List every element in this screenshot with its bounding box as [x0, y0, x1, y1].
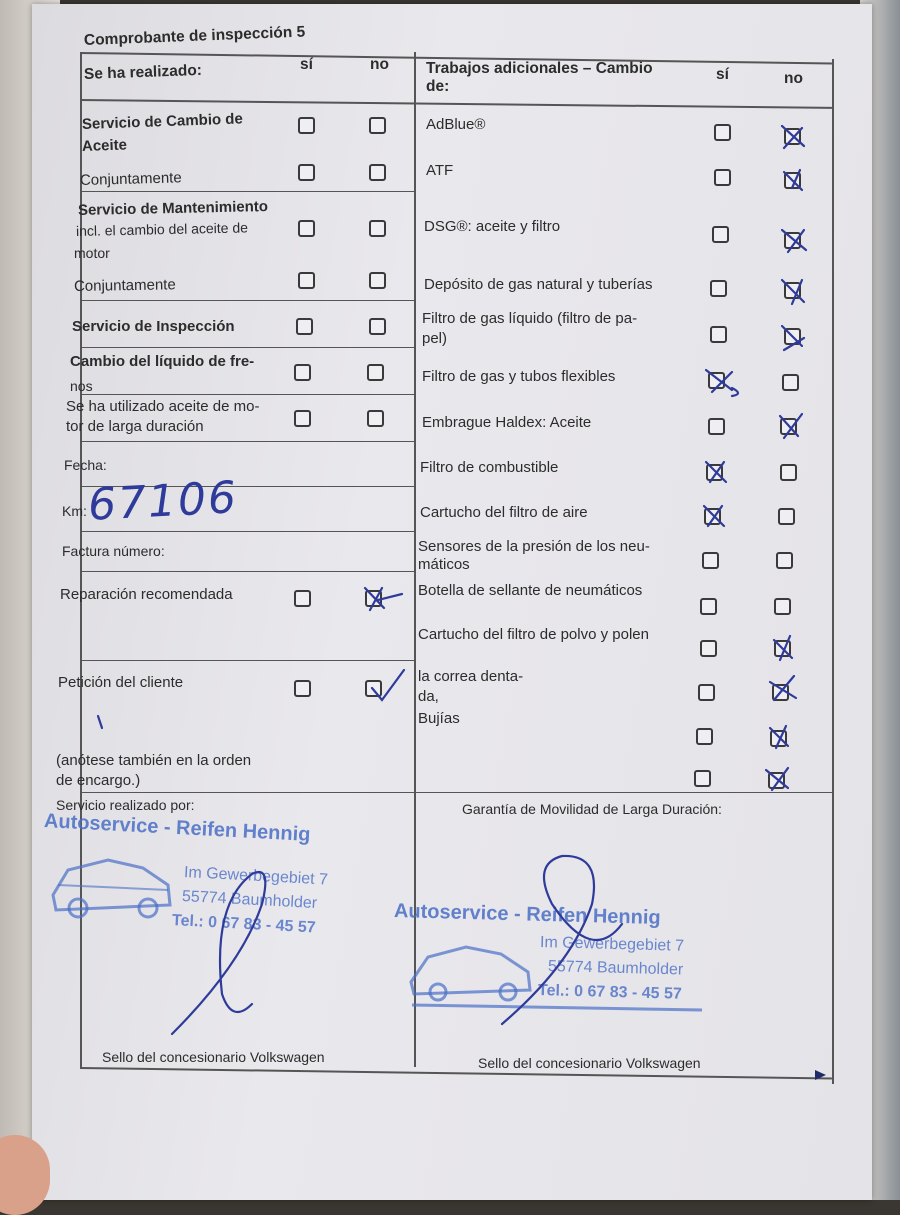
row-label: Sensores de la presión de los neu- — [418, 538, 650, 555]
row-label: AdBlue® — [426, 116, 486, 133]
row-label: tor de larga duración — [66, 418, 204, 435]
row-label: Bujías — [418, 710, 460, 727]
check-mark — [770, 676, 796, 700]
row-label: Cambio del líquido de fre- — [70, 353, 255, 370]
row-label: DSG®: aceite y filtro — [424, 218, 561, 235]
row-label: Conjuntamente — [73, 276, 176, 295]
check-mark — [784, 170, 802, 190]
row-label: Embrague Haldex: Aceite — [422, 414, 592, 431]
stamp-street: Im Gewerbegebiet 7 — [539, 934, 685, 955]
row-label: Filtro de gas líquido (filtro de pa- — [422, 310, 638, 327]
row-label: motor — [74, 245, 110, 261]
row-label: Cartucho del filtro de polvo y polen — [418, 626, 649, 643]
row-label: Depósito de gas natural y tuberías — [424, 276, 653, 293]
check-mark — [365, 588, 402, 610]
stamp-phone: Tel.: 0 67 83 - 45 57 — [537, 982, 682, 1003]
check-mark — [766, 768, 788, 790]
signature — [502, 856, 622, 1024]
row-label: da, — [418, 688, 439, 705]
stamp-city: 55774 Baumholder — [181, 888, 318, 913]
check-mark — [372, 670, 404, 700]
row-label: Servicio de Cambio de — [81, 110, 244, 133]
row-label: incl. el cambio del aceite de — [75, 219, 249, 239]
anotese-line2: de encargo.) — [56, 772, 141, 789]
garantia-label: Garantía de Movilidad de Larga Duración: — [462, 801, 722, 817]
col-si-left: sí — [300, 56, 313, 73]
pen-mark — [98, 716, 102, 728]
check-mark — [774, 636, 792, 660]
col-no-right: no — [784, 70, 803, 87]
left-header: Se ha realizado: — [83, 61, 203, 83]
check-mark — [706, 462, 726, 482]
row-label: pel) — [422, 330, 448, 347]
right-header-line1: Trabajos adicionales – Cambio — [426, 60, 653, 77]
signature — [172, 872, 265, 1034]
row-label: ATF — [426, 162, 454, 179]
form-title: Comprobante de inspección 5 — [83, 23, 306, 49]
row-label: Conjuntamente — [79, 169, 182, 189]
col-si-right: sí — [716, 66, 729, 83]
stamp-city: 55774 Baumholder — [547, 958, 684, 979]
stamp-name: Autoservice - Reifen Hennig — [393, 900, 661, 929]
check-mark — [770, 726, 788, 748]
reparacion-label: Reparación recomendada — [60, 586, 233, 603]
row-label: Cartucho del filtro de aire — [420, 504, 588, 521]
row-label: Se ha utilizado aceite de mo- — [66, 398, 260, 415]
row-label: Botella de sellante de neumáticos — [418, 582, 643, 599]
row-label: Servicio de Inspección — [72, 318, 235, 335]
right-header-line2: de: — [426, 78, 450, 95]
km-value: 67106 — [86, 472, 240, 531]
handwriting-overlay — [32, 4, 872, 1200]
check-mark — [782, 280, 804, 304]
row-label: la correa denta- — [418, 668, 524, 685]
factura-label: Factura número: — [62, 543, 165, 559]
stamp-name: Autoservice - Reifen Hennig — [43, 810, 311, 846]
anotese-line1: (anótese también en la orden — [56, 752, 252, 769]
row-label: máticos — [418, 556, 470, 573]
check-mark — [782, 230, 806, 252]
check-mark — [704, 506, 724, 526]
stamp-street: Im Gewerbegebiet 7 — [183, 864, 329, 889]
check-mark — [782, 326, 804, 350]
sello-left-label: Sello del concesionario Volkswagen — [102, 1049, 325, 1065]
sello-right-label: Sello del concesionario Volkswagen — [478, 1055, 701, 1071]
fecha-label: Fecha: — [64, 457, 107, 473]
inspection-page — [32, 4, 872, 1200]
row-label: Filtro de combustible — [420, 459, 559, 476]
check-mark — [782, 126, 804, 148]
row-label: nos — [70, 378, 93, 394]
row-label: Servicio de Mantenimiento — [77, 198, 269, 219]
check-mark — [780, 414, 802, 438]
peticion-label: Petición del cliente — [58, 674, 184, 691]
col-no-left: no — [370, 56, 389, 73]
stamp-phone: Tel.: 0 67 83 - 45 57 — [171, 912, 317, 937]
row-label: Filtro de gas y tubos flexibles — [422, 368, 616, 385]
row-label: Aceite — [81, 136, 128, 155]
check-mark — [706, 370, 738, 396]
servicio-label: Servicio realizado por: — [56, 797, 195, 813]
km-label: Km: — [62, 503, 87, 519]
